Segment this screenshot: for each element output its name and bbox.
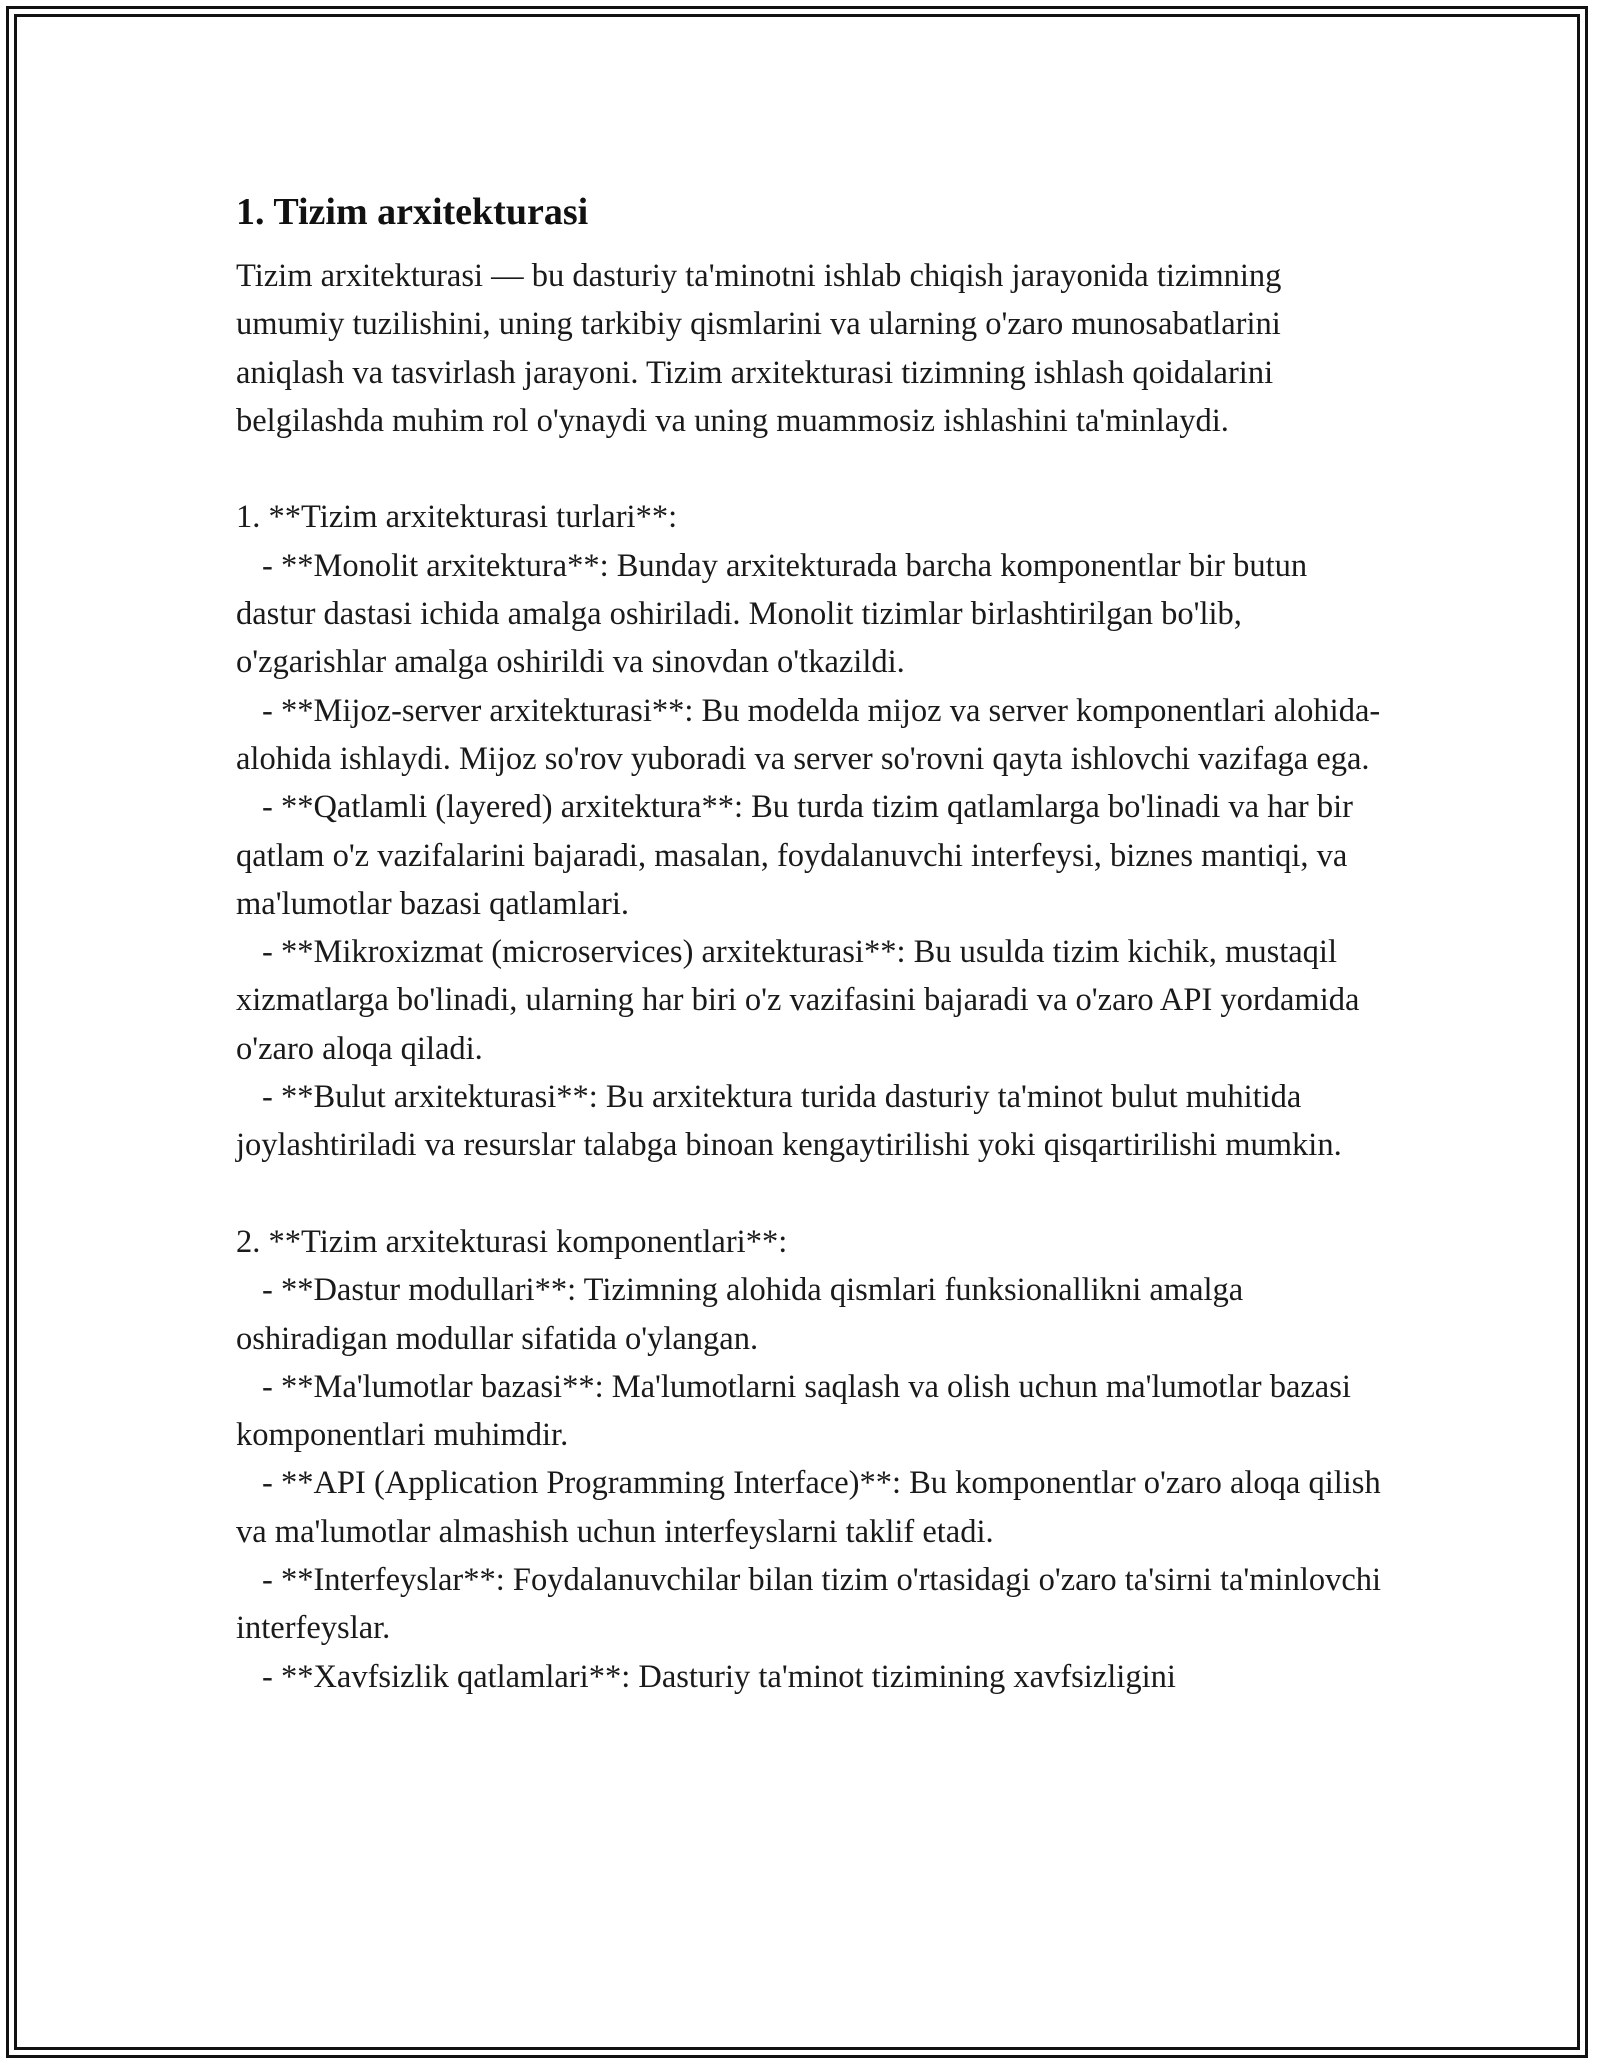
- spacer: [236, 445, 1386, 493]
- list-item-text: - **Monolit arxitektura**: Bunday arxitekturada barcha komponentlar bir butun dastur dastasi ichida amalga oshiriladi. Monolit tizimlar birlashtirilgan bo'lib, o'zgarishlar amalga oshirildi va sinovdan o'tkazildi.: [236, 547, 1308, 681]
- list-item-text: - **Bulut arxitekturasi**: Bu arxitektura turida dasturiy ta'minot bulut muhitida joylashtiriladi va resurslar talabga binoan kengaytirilishi yoki qisqartirilishi mumkin.: [236, 1079, 1342, 1164]
- list-item: [236, 687, 1386, 784]
- document-page: [236, 186, 1386, 1701]
- list-item: [236, 783, 1386, 928]
- section2-title: 2. **Tizim arxitekturasi komponentlari**:: [236, 1223, 788, 1260]
- list-item-text: - **Mikroxizmat (microservices) arxitekturasi**: Bu usulda tizim kichik, mustaqil xizmatlarga bo'linadi, ularning har biri o'z vazifasini bajaradi va o'zaro API yordamida o'zaro aloqa qiladi.: [236, 934, 1360, 1067]
- section1-title: 1. **Tizim arxitekturasi turlari**:: [236, 499, 678, 536]
- spacer: [236, 1170, 1386, 1218]
- list-item: [236, 1556, 1386, 1653]
- section-heading: 1. Tizim arxitekturasi: [236, 191, 589, 233]
- list-item: [236, 1073, 1386, 1170]
- list-item-text: - **Ma'lumotlar bazasi**: Ma'lumotlarni saqlash va olish uchun ma'lumotlar bazasi komponentlari muhimdir.: [236, 1368, 1351, 1454]
- list-item-text: - **Xavfsizlik qatlamlari**: Dasturiy ta'minot tizimining xavfsizligini: [262, 1658, 1176, 1695]
- list-item: [236, 1459, 1386, 1556]
- list-item: [236, 1266, 1386, 1363]
- list-item-text: - **API (Application Programming Interface)**: Bu komponentlar o'zaro aloqa qilish va ma'lumotlar almashish uchun interfeyslarni taklif etadi.: [236, 1465, 1381, 1550]
- list-item: [236, 1653, 1386, 1701]
- intro-paragraph: Tizim arxitekturasi — bu dasturiy ta'minotni ishlab chiqish jarayonida tizimning umumiy tuzilishini, uning tarkibiy qismlarini va ularning o'zaro munosabatlarini aniqlash va tasvirlash jarayoni. Tizim arxitekturasi tizimning ishlash qoidalarini belgilashda muhim rol o'ynaydi va uning muammosiz ishlashini ta'minlaydi.: [236, 258, 1282, 439]
- list-item: [236, 1363, 1386, 1460]
- list-item: [236, 928, 1386, 1073]
- list-item-text: - **Interfeyslar**: Foydalanuvchilar bilan tizim o'rtasidagi o'zaro ta'sirni ta'minlovchi interfeyslar.: [236, 1562, 1382, 1647]
- list-item-text: - **Qatlamli (layered) arxitektura**: Bu turda tizim qatlamlarga bo'linadi va har bir qatlam o'z vazifalarini bajaradi, masalan, foydalanuvchi interfeysi, biznes mantiqi, va ma'lumotlar bazasi qatlamlari.: [236, 789, 1353, 922]
- list-item: [236, 542, 1386, 687]
- list-item-text: - **Mijoz-server arxitekturasi**: Bu modelda mijoz va server komponentlari alohida-alohida ishlaydi. Mijoz so'rov yuboradi va server so'rovni qayta ishlovchi vazifaga ega.: [236, 692, 1381, 777]
- list-item-text: - **Dastur modullari**: Tizimning alohida qismlari funksionallikni amalga oshiradigan modullar sifatida o'ylangan.: [236, 1272, 1244, 1357]
